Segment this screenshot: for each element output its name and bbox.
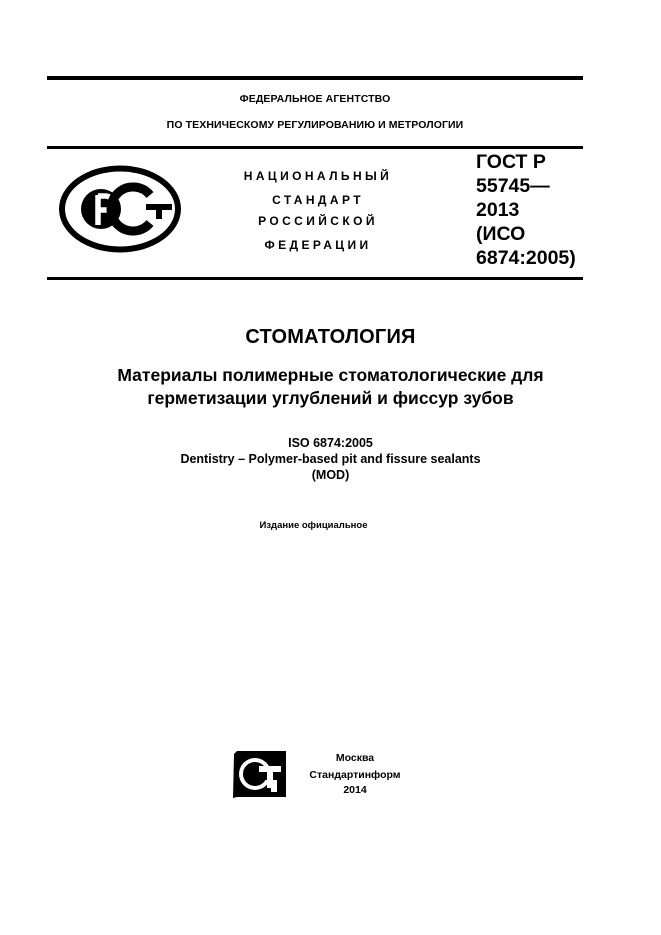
designation-line: 6874:2005) bbox=[476, 247, 576, 269]
document-title: СТОМАТОЛОГИЯ bbox=[245, 326, 416, 348]
gost-r-certification-mark-icon bbox=[56, 163, 184, 255]
header-divider bbox=[47, 146, 583, 149]
imprint-city: Москва bbox=[335, 752, 375, 764]
designation-line: (ИСО bbox=[476, 223, 526, 245]
document-subtitle-line-1: Материалы полимерные стоматологические для bbox=[117, 365, 544, 385]
designation-line: ГОСТ Р bbox=[476, 151, 546, 173]
standartinform-logo-icon bbox=[233, 750, 287, 798]
iso-number: ISO 6874:2005 bbox=[288, 436, 373, 450]
designation-line: 2013 bbox=[476, 199, 520, 221]
standard-type-line: ФЕДЕРАЦИИ bbox=[264, 238, 372, 252]
iso-english-title: Dentistry – Polymer-based pit and fissure sealants bbox=[180, 452, 481, 466]
top-rule bbox=[47, 76, 583, 80]
imprint-year: 2014 bbox=[343, 784, 367, 796]
standard-block-divider bbox=[47, 277, 583, 280]
standard-designation bbox=[476, 150, 586, 270]
standard-type-line: НАЦИОНАЛЬНЫЙ bbox=[243, 169, 393, 183]
standard-type-line: СТАНДАРТ bbox=[272, 193, 364, 207]
iso-modification: (MOD) bbox=[311, 468, 350, 482]
designation-line: 55745— bbox=[476, 175, 550, 197]
edition-note: Издание официальное bbox=[259, 520, 368, 531]
document-subtitle-line-2: герметизации углублений и фиссур зубов bbox=[147, 388, 514, 408]
agency-name-line-2: ПО ТЕХНИЧЕСКОМУ РЕГУЛИРОВАНИЮ И МЕТРОЛОГИИ bbox=[166, 119, 464, 131]
standard-type-line: РОССИЙСКОЙ bbox=[258, 214, 378, 228]
imprint-publisher: Стандартинформ bbox=[309, 769, 401, 781]
agency-name-line-1: ФЕДЕРАЛЬНОЕ АГЕНТСТВО bbox=[239, 93, 391, 105]
